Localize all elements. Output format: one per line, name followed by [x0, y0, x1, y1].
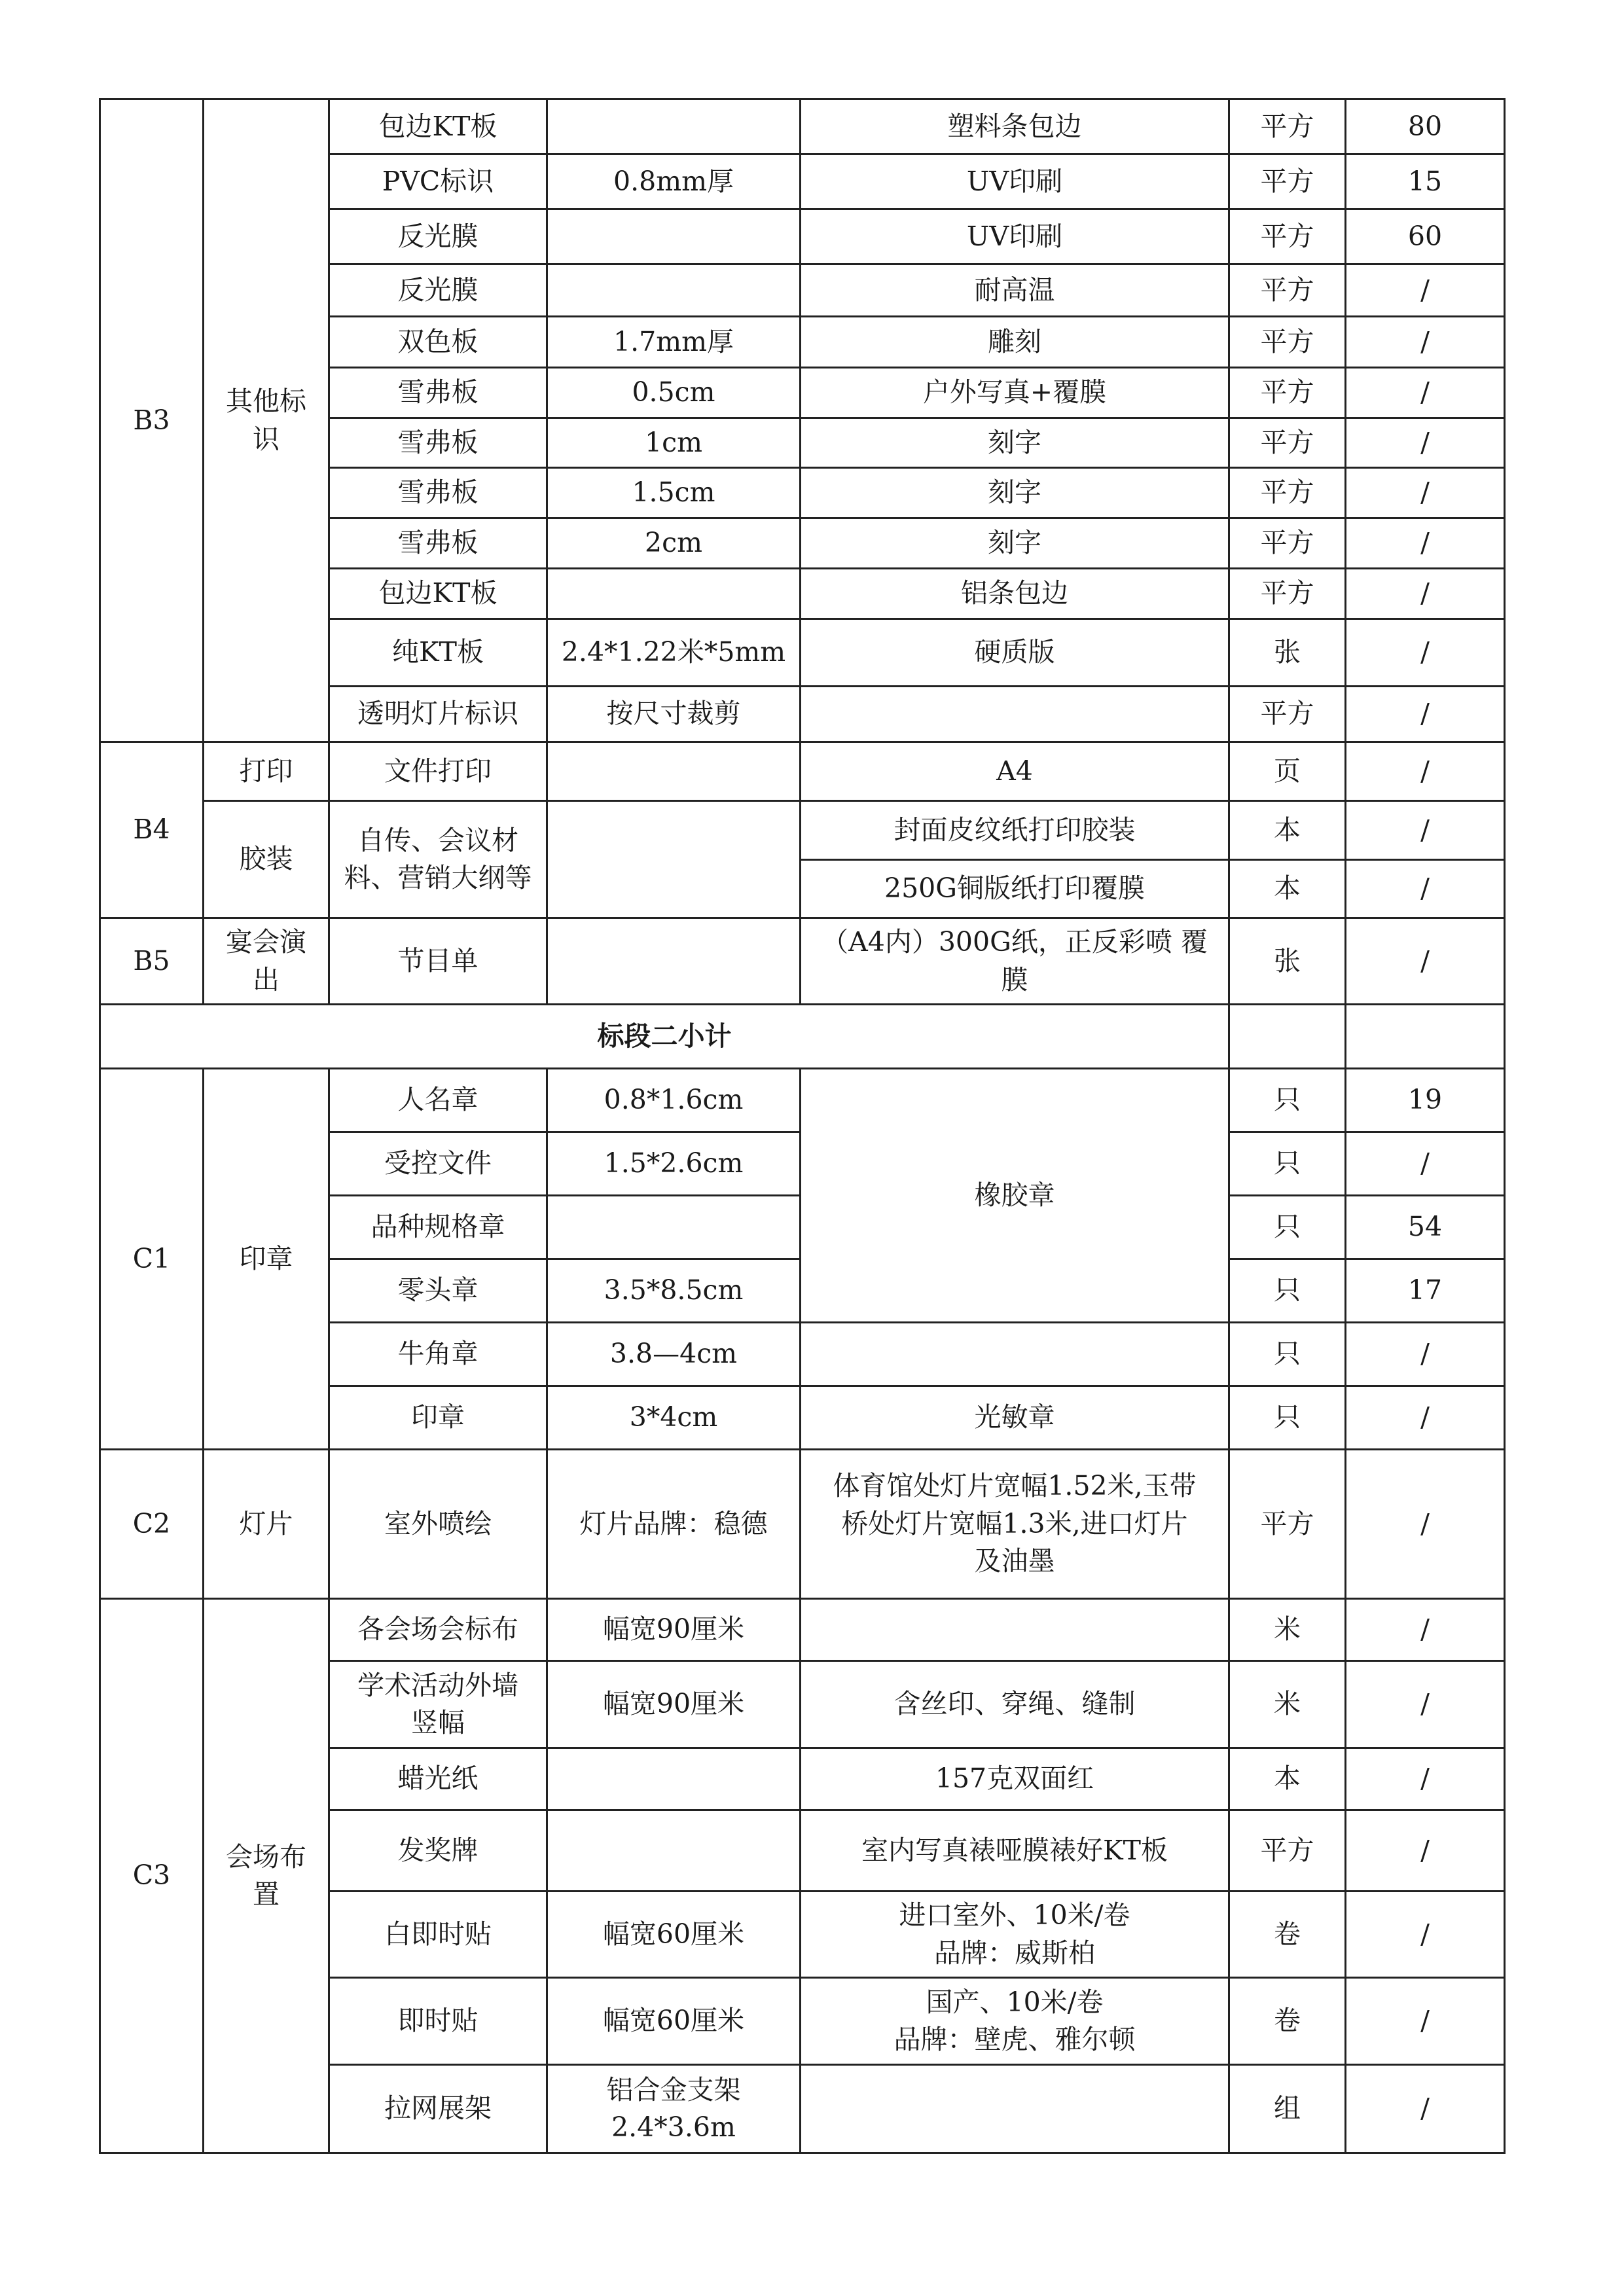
- table-cell: 刻字: [801, 468, 1229, 518]
- table-cell: /: [1346, 1661, 1505, 1748]
- table-cell: 节目单: [329, 918, 547, 1005]
- table-cell: UV印刷: [801, 154, 1229, 209]
- table-cell: 15: [1346, 154, 1505, 209]
- table-cell: 学术活动外墙 竖幅: [329, 1661, 547, 1748]
- table-cell: 铝合金支架 2.4*3.6m: [547, 2065, 801, 2153]
- table-cell: 户外写真+覆膜: [801, 368, 1229, 418]
- table-cell: 组: [1229, 2065, 1346, 2153]
- table-cell: 平方: [1229, 569, 1346, 619]
- table-body: [100, 99, 1505, 2153]
- table-cell: 3.5*8.5cm: [547, 1259, 801, 1323]
- category-cell: 印章: [204, 1069, 329, 1450]
- table-cell: /: [1346, 264, 1505, 317]
- table-cell: [547, 918, 801, 1005]
- section-code-c1: C1: [100, 1069, 204, 1450]
- table-cell: 2.4*1.22米*5mm: [547, 619, 801, 687]
- table-cell: [547, 209, 801, 264]
- table-cell: 只: [1229, 1259, 1346, 1323]
- table-cell: 卷: [1229, 1978, 1346, 2065]
- section-code-b3: B3: [100, 99, 204, 742]
- table-cell: 发奖牌: [329, 1810, 547, 1892]
- table-cell: [547, 801, 801, 918]
- table-cell: 1.5*2.6cm: [547, 1132, 801, 1196]
- table-cell: 19: [1346, 1069, 1505, 1132]
- table-cell: /: [1346, 619, 1505, 687]
- table-cell: 硬质版: [801, 619, 1229, 687]
- table-cell: 双色板: [329, 317, 547, 368]
- table-cell: /: [1346, 418, 1505, 468]
- table-cell: [801, 1599, 1229, 1661]
- table-cell: 张: [1229, 619, 1346, 687]
- table-cell: 刻字: [801, 518, 1229, 569]
- table-cell: 雪弗板: [329, 468, 547, 518]
- table-cell: /: [1346, 1978, 1505, 2065]
- table-cell: 按尺寸裁剪: [547, 687, 801, 742]
- table-row: [100, 99, 1505, 154]
- table-cell: [547, 264, 801, 317]
- table-cell: 0.8mm厚: [547, 154, 801, 209]
- table-cell: 本: [1229, 860, 1346, 918]
- section-code-c3: C3: [100, 1599, 204, 2153]
- table-cell: 平方: [1229, 154, 1346, 209]
- table-cell: 纯KT板: [329, 619, 547, 687]
- category-cell: 打印: [204, 742, 329, 801]
- table-cell: 即时贴: [329, 1978, 547, 2065]
- table-row: [100, 742, 1505, 801]
- table-cell: 塑料条包边: [801, 99, 1229, 154]
- table-cell: 品种规格章: [329, 1196, 547, 1259]
- table-cell: 平方: [1229, 209, 1346, 264]
- table-cell: [547, 99, 801, 154]
- table-cell: 只: [1229, 1323, 1346, 1386]
- table-cell: 250G铜版纸打印覆膜: [801, 860, 1229, 918]
- table-cell: 反光膜: [329, 264, 547, 317]
- table-cell: 只: [1229, 1386, 1346, 1450]
- table-cell: 平方: [1229, 99, 1346, 154]
- table-cell: 人名章: [329, 1069, 547, 1132]
- table-cell: 橡胶章: [801, 1069, 1229, 1323]
- table-cell: 本: [1229, 801, 1346, 860]
- table-cell: 米: [1229, 1599, 1346, 1661]
- table-cell: 1.5cm: [547, 468, 801, 518]
- table-cell: 雪弗板: [329, 418, 547, 468]
- table-cell: /: [1346, 518, 1505, 569]
- table-cell: 雪弗板: [329, 518, 547, 569]
- category-cell: 宴会演 出: [204, 918, 329, 1005]
- table-cell: 自传、会议材 料、营销大纲等: [329, 801, 547, 918]
- table-cell: /: [1346, 860, 1505, 918]
- table-cell: UV印刷: [801, 209, 1229, 264]
- table-cell: 只: [1229, 1132, 1346, 1196]
- section-code-b4: B4: [100, 742, 204, 918]
- table-cell: 卷: [1229, 1892, 1346, 1978]
- table-cell: 牛角章: [329, 1323, 547, 1386]
- table-cell: 灯片品牌：稳德: [547, 1450, 801, 1599]
- table-cell: 平方: [1229, 468, 1346, 518]
- table-cell: 体育馆处灯片宽幅1.52米,玉带 桥处灯片宽幅1.3米,进口灯片 及油墨: [801, 1450, 1229, 1599]
- table-cell: 幅宽90厘米: [547, 1661, 801, 1748]
- table-cell: 幅宽60厘米: [547, 1892, 801, 1978]
- table-row: [100, 1005, 1505, 1069]
- table-cell: 文件打印: [329, 742, 547, 801]
- table-cell: [801, 1323, 1229, 1386]
- table-cell: 透明灯片标识: [329, 687, 547, 742]
- table-cell: 进口室外、10米/卷 品牌：威斯柏: [801, 1892, 1229, 1978]
- table-cell: [547, 569, 801, 619]
- table-cell: 白即时贴: [329, 1892, 547, 1978]
- table-cell: 刻字: [801, 418, 1229, 468]
- table-cell: 1.7mm厚: [547, 317, 801, 368]
- table-cell: /: [1346, 1386, 1505, 1450]
- table-cell: 3.8—4cm: [547, 1323, 801, 1386]
- table-cell: /: [1346, 1810, 1505, 1892]
- table-cell: 1cm: [547, 418, 801, 468]
- table-cell: 本: [1229, 1748, 1346, 1810]
- table-cell: 平方: [1229, 368, 1346, 418]
- table-cell: [547, 1810, 801, 1892]
- table-cell: 页: [1229, 742, 1346, 801]
- table-cell: 157克双面红: [801, 1748, 1229, 1810]
- table-cell: [547, 1196, 801, 1259]
- table-cell: 平方: [1229, 1810, 1346, 1892]
- table-cell: 54: [1346, 1196, 1505, 1259]
- price-table: [99, 98, 1506, 2154]
- table-cell: 只: [1229, 1069, 1346, 1132]
- table-cell: /: [1346, 801, 1505, 860]
- table-cell: 蜡光纸: [329, 1748, 547, 1810]
- table-cell: /: [1346, 1599, 1505, 1661]
- table-cell: 印章: [329, 1386, 547, 1450]
- table-cell: 张: [1229, 918, 1346, 1005]
- table-row: [100, 1069, 1505, 1132]
- table-cell: 2cm: [547, 518, 801, 569]
- table-cell: 室内写真裱哑膜裱好KT板: [801, 1810, 1229, 1892]
- table-cell: A4: [801, 742, 1229, 801]
- table-cell: 雪弗板: [329, 368, 547, 418]
- table-cell: 拉网展架: [329, 2065, 547, 2153]
- table-cell: /: [1346, 1892, 1505, 1978]
- table-cell: 耐高温: [801, 264, 1229, 317]
- table-cell: [1346, 1005, 1505, 1069]
- table-cell: /: [1346, 317, 1505, 368]
- table-cell: 幅宽90厘米: [547, 1599, 801, 1661]
- table-cell: 80: [1346, 99, 1505, 154]
- table-row: [100, 918, 1505, 1005]
- table-cell: 60: [1346, 209, 1505, 264]
- table-cell: /: [1346, 1323, 1505, 1386]
- section-code-c2: C2: [100, 1450, 204, 1599]
- table-cell: 受控文件: [329, 1132, 547, 1196]
- table-cell: [547, 742, 801, 801]
- table-cell: 国产、10米/卷 品牌：壁虎、雅尔顿: [801, 1978, 1229, 2065]
- table-cell: 铝条包边: [801, 569, 1229, 619]
- table-cell: /: [1346, 742, 1505, 801]
- table-cell: [1229, 1005, 1346, 1069]
- table-cell: 平方: [1229, 518, 1346, 569]
- table-row: [100, 801, 1505, 860]
- table-cell: 0.8*1.6cm: [547, 1069, 801, 1132]
- category-cell: 胶装: [204, 801, 329, 918]
- category-cell: 会场布 置: [204, 1599, 329, 2153]
- table-cell: /: [1346, 368, 1505, 418]
- table-cell: PVC标识: [329, 154, 547, 209]
- table-cell: 平方: [1229, 317, 1346, 368]
- section-code-b5: B5: [100, 918, 204, 1005]
- table-cell: /: [1346, 569, 1505, 619]
- table-cell: [801, 2065, 1229, 2153]
- table-cell: 平方: [1229, 1450, 1346, 1599]
- table-cell: 包边KT板: [329, 99, 547, 154]
- table-cell: /: [1346, 1132, 1505, 1196]
- table-cell: 包边KT板: [329, 569, 547, 619]
- table-cell: 光敏章: [801, 1386, 1229, 1450]
- table-cell: /: [1346, 468, 1505, 518]
- table-cell: 含丝印、穿绳、缝制: [801, 1661, 1229, 1748]
- table-row: [100, 1599, 1505, 1661]
- subtotal-label: 标段二小计: [100, 1005, 1229, 1069]
- table-cell: 米: [1229, 1661, 1346, 1748]
- category-cell: 灯片: [204, 1450, 329, 1599]
- table-cell: 平方: [1229, 687, 1346, 742]
- table-cell: [801, 687, 1229, 742]
- table-cell: [547, 1748, 801, 1810]
- table-cell: 只: [1229, 1196, 1346, 1259]
- table-cell: /: [1346, 918, 1505, 1005]
- table-cell: 反光膜: [329, 209, 547, 264]
- table-cell: 3*4cm: [547, 1386, 801, 1450]
- table-cell: /: [1346, 1748, 1505, 1810]
- table-cell: 封面皮纹纸打印胶装: [801, 801, 1229, 860]
- table-row: [100, 1450, 1505, 1599]
- table-cell: 平方: [1229, 264, 1346, 317]
- table-cell: 幅宽60厘米: [547, 1978, 801, 2065]
- table-cell: 各会场会标布: [329, 1599, 547, 1661]
- table-cell: （A4内）300G纸，正反彩喷 覆 膜: [801, 918, 1229, 1005]
- table-cell: /: [1346, 1450, 1505, 1599]
- table-cell: 雕刻: [801, 317, 1229, 368]
- table-cell: 平方: [1229, 418, 1346, 468]
- table-cell: 零头章: [329, 1259, 547, 1323]
- table-cell: 17: [1346, 1259, 1505, 1323]
- table-cell: /: [1346, 2065, 1505, 2153]
- table-cell: 室外喷绘: [329, 1450, 547, 1599]
- category-cell: 其他标 识: [204, 99, 329, 742]
- table-cell: 0.5cm: [547, 368, 801, 418]
- table-cell: /: [1346, 687, 1505, 742]
